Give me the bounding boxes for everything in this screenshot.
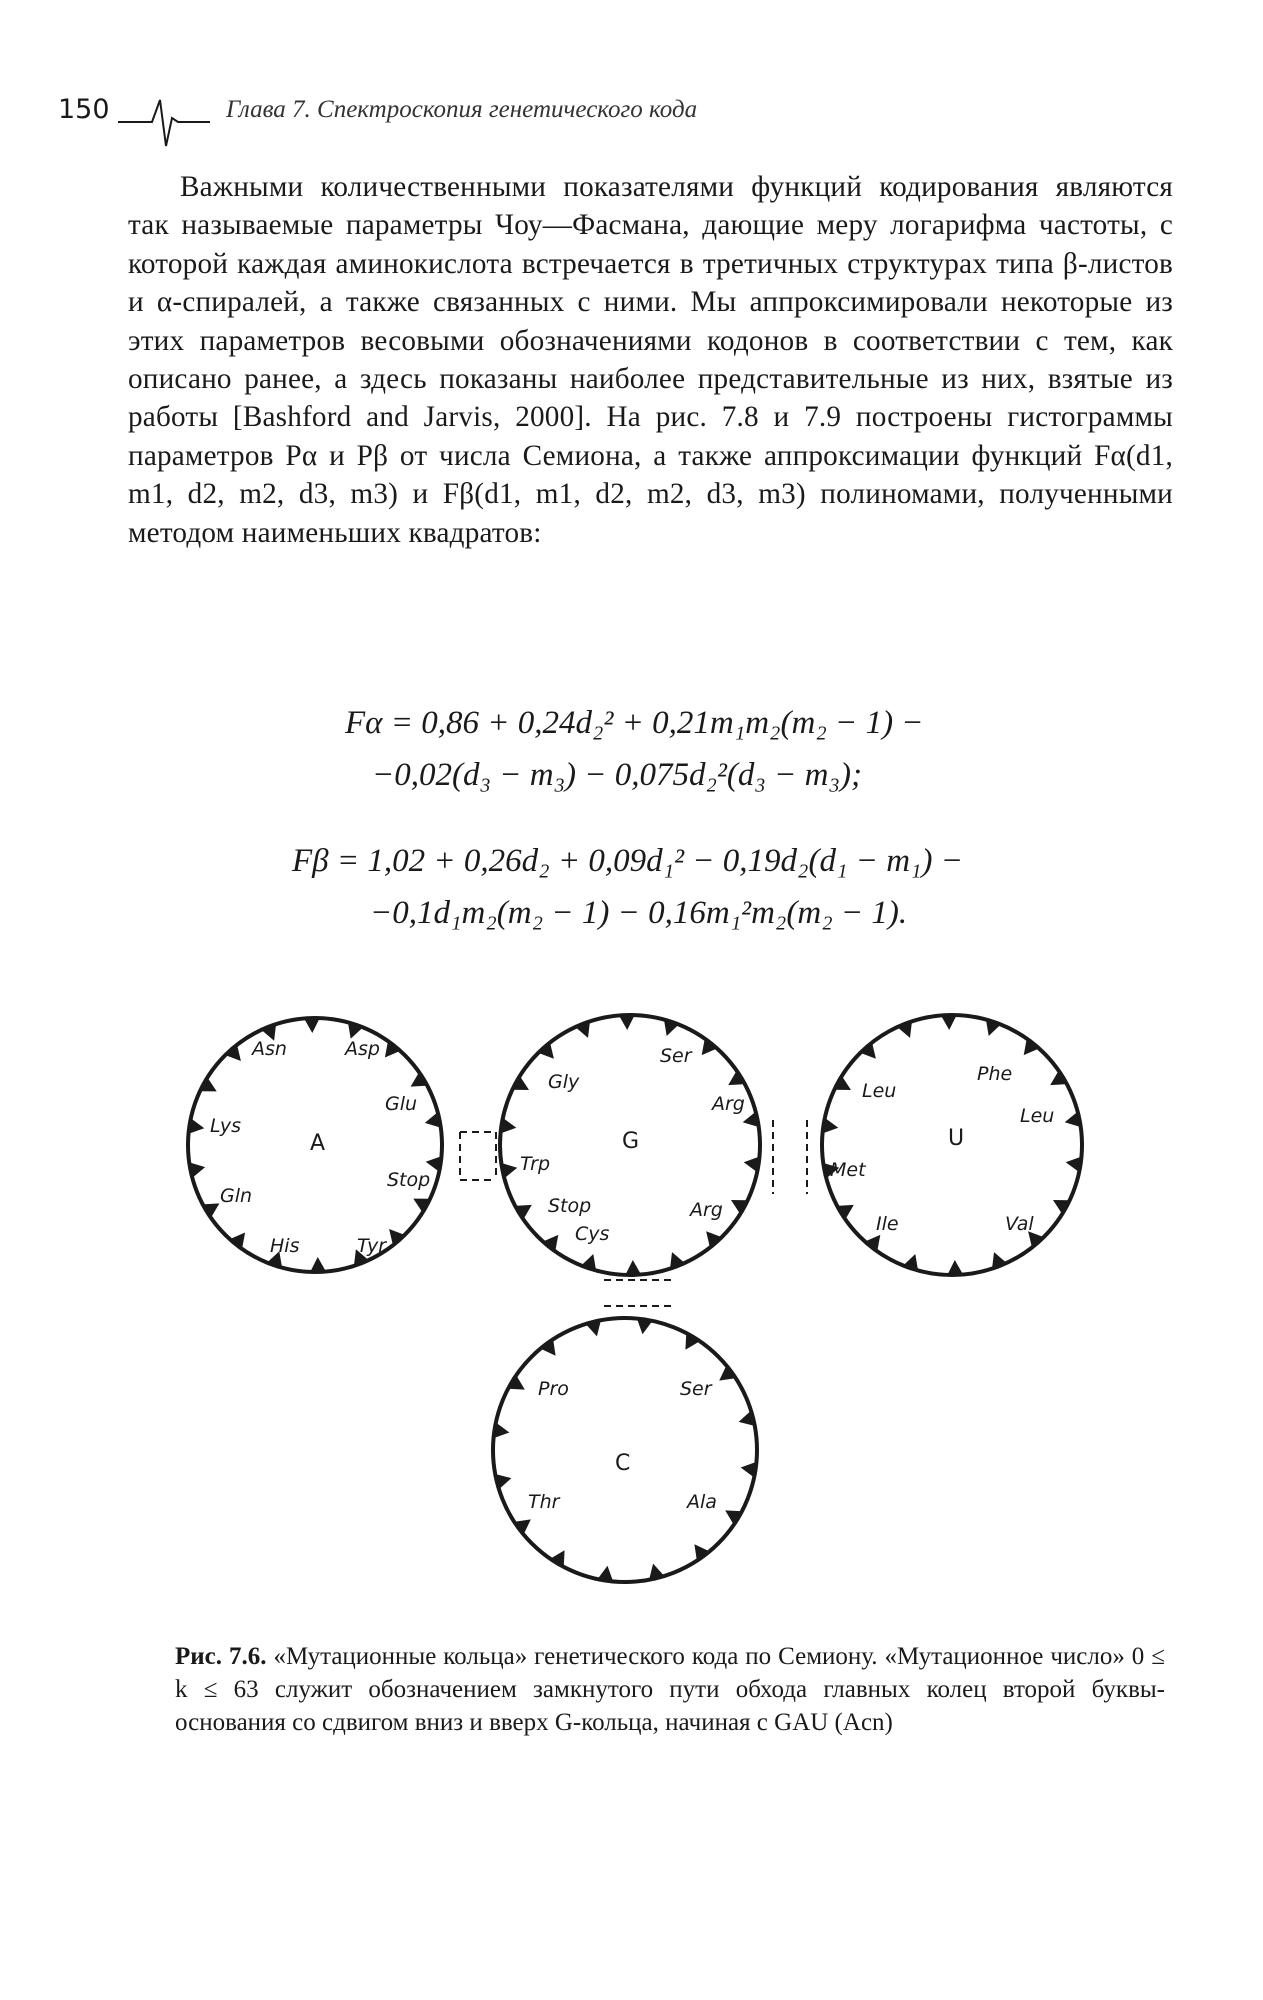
body-paragraph	[128, 168, 1173, 552]
ring-arrow-ticks	[188, 1015, 1081, 1582]
ring-g-label: Arg	[690, 1199, 723, 1221]
ring-a-label: Asp	[345, 1038, 380, 1060]
ring-arrow-tick	[188, 1118, 204, 1134]
ring-arrow-tick	[597, 1566, 613, 1582]
ring-arrow-tick	[500, 1118, 516, 1134]
running-title: Глава 7. Спектроскопия генетического кода	[226, 96, 698, 123]
ring-u-label: Phe	[977, 1063, 1013, 1085]
ring-a-label: Gln	[220, 1185, 253, 1207]
caption-label: Рис. 7.6.	[175, 1643, 267, 1670]
ring-u-name: U	[948, 1126, 965, 1151]
ring-a-name: A	[310, 1131, 326, 1156]
paragraph-text: Важными количественными показателями функций кодирования являются так называемые параметры Чоу—Фасмана, дающие меру логарифма частоты, с которой каждая аминокислота встречается в третичных структурах типа β-листов и α-спиралей, а также связанных с ними. Мы аппроксимировали некоторые из этих параметров весовыми обозначениями кодонов в соответствии с тем, как описано ранее, а здесь показаны наиболее представительные из них, взятые из работы [Bashford and Jarvis, 2000]. На рис. 7.8 и 7.9 построены гистограммы параметров Pα и Pβ от числа Семиона, а также аппроксимации функций Fα(d1, m1, d2, m2, d3, m3) и Fβ(d1, m1, d2, m2, d3, m3) полиномами, полученными методом наименьших квадратов:	[128, 171, 1173, 549]
ring-u-label: Leu	[862, 1080, 897, 1102]
pulse-icon	[118, 88, 218, 148]
formula-block	[0, 705, 1263, 945]
formula-f-beta-line-2: −0,1d₁m₂(m₂ − 1) − 0,16m₁²m₂(m₂ − 1).	[370, 895, 908, 931]
ring-u-label: Leu	[1020, 1105, 1055, 1127]
ring-c-outline	[493, 1318, 757, 1582]
ring-g-label: Trp	[520, 1153, 551, 1175]
ring-g-label: Arg	[712, 1093, 745, 1115]
ring-c-name: C	[615, 1451, 631, 1476]
ring-u-label: Ile	[876, 1213, 899, 1235]
ring-u-label: Met	[830, 1159, 866, 1181]
ring-c-label: Ser	[680, 1378, 712, 1400]
ring-c-label: Thr	[528, 1491, 560, 1513]
page-number: 150	[58, 94, 110, 125]
figure-caption	[175, 1640, 1165, 1739]
page-header	[58, 88, 1208, 148]
formula-f-alpha-line-1: Fα = 0,86 + 0,24d₂² + 0,21m₁m₂(m₂ − 1) −	[345, 705, 924, 741]
ring-arrow-tick	[741, 1462, 757, 1478]
ring-a-label: Glu	[385, 1093, 418, 1115]
ring-u-label: Val	[1005, 1213, 1034, 1235]
ring-c-label: Pro	[538, 1378, 569, 1400]
ring-arrow-tick	[625, 1260, 641, 1275]
formula-f-beta-line-1: Fβ = 1,02 + 0,26d₂ + 0,09d₁² − 0,19d₂(d₁ − m₁) −	[292, 843, 964, 879]
ring-arrow-tick	[493, 1422, 509, 1438]
ring-a-label: His	[270, 1235, 300, 1257]
ring-g-label: Cys	[575, 1223, 610, 1245]
ring-a-label: Tyr	[357, 1235, 387, 1257]
ring-arrow-tick	[941, 1015, 957, 1030]
ring-arrow-tick	[947, 1260, 963, 1275]
ring-a-label: Lys	[210, 1115, 242, 1137]
ring-arrow-tick	[637, 1318, 653, 1334]
formula-f-alpha-line-2: −0,02(d₃ − m₃) − 0,075d₂²(d₃ − m₃);	[372, 757, 862, 793]
ring-g-name: G	[622, 1129, 640, 1154]
ring-arrow-tick	[744, 1157, 760, 1173]
ring-arrow-tick	[1066, 1157, 1082, 1173]
ring-a-label: Asn	[252, 1038, 287, 1060]
ring-arrow-tick	[619, 1015, 635, 1030]
caption-text: «Мутационные кольца» генетического кода по Семиону. «Мутационное число» 0 ≤ k ≤ 63 служит обозначением замкнутого пути обхода главных колец второй буквы-основания со сдвигом вниз и вверх G-кольца, начиная с GAU (Acn)	[175, 1643, 1166, 1736]
ring-c-label: Ala	[687, 1491, 717, 1513]
ring-a-label: Stop	[387, 1169, 431, 1191]
mutation-rings-figure	[0, 990, 1263, 1610]
ring-g-label: Stop	[548, 1195, 592, 1217]
ring-arrow-tick	[822, 1118, 838, 1134]
ring-arrow-tick	[304, 1018, 320, 1033]
ring-g-label: Ser	[660, 1045, 692, 1067]
ring-g-label: Gly	[548, 1071, 580, 1093]
ring-outlines	[188, 1015, 1082, 1582]
ring-arrow-tick	[310, 1257, 326, 1272]
